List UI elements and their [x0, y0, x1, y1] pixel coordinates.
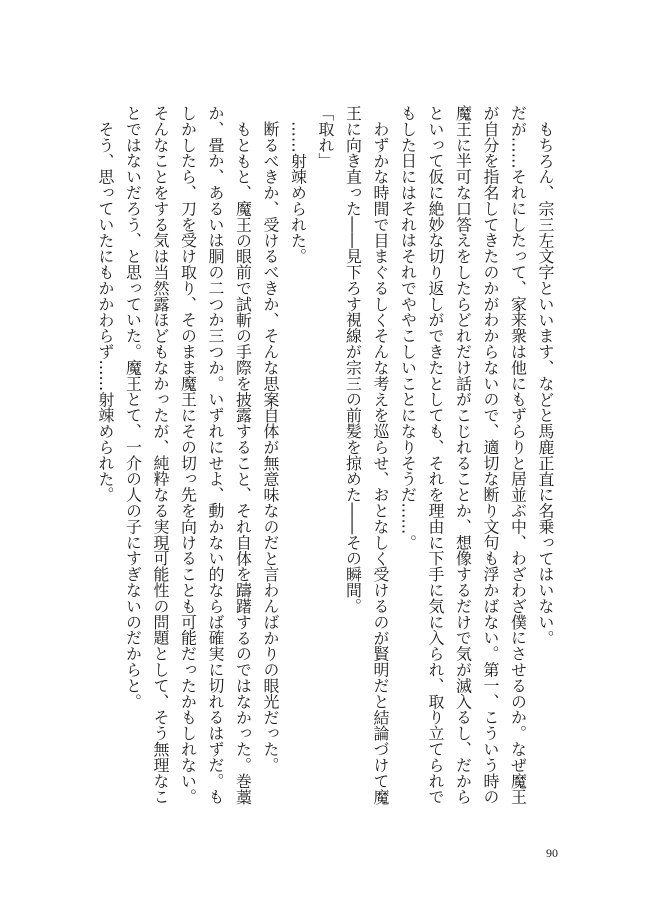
- paragraph: ……射竦められた。: [288, 120, 308, 264]
- paragraph: だが……それにしたって、家来衆は他にもずらりと居並ぶ中、わざわざ僕にさせるのか。なぜ魔王が自分を指名してきたのかがわからないので、適切な断り文句も浮かばない。第一、こういう時の魔王に半可な口答えをしたらどれだけ話がこじれることか、想像するだけで気が滅入るし、だからといって仮に絶妙な切り返しができたとしても、それを理由に下手に気に入られ、取り立てられでもした日にはそれはそれでややこしいことになりそうだ……。: [398, 105, 528, 805]
- page-number: 90: [546, 846, 558, 860]
- paragraph: わずかな時間で目まぐるしくそんな考えを巡らせ、おとなしく受けるのが賢明だと結論づけて魔王に向き直った――見下ろす視線が宗三の前髪を掠めた――その瞬間。: [343, 105, 390, 805]
- paragraph: そう、思っていたにもかかわらず……射竦められた。: [96, 120, 115, 503]
- paragraph: もともと、魔王の眼前で試斬の手際を披露すること、それ自体を躊躇するのではなかった。巻藁か、畳か、あるいは胴の二つか三つか。いずれにせよ、動かない的ならば確実に切れるはずだ。もしかしたら、刀を受け取り、そのまま魔王にその切っ先を向けることも可能だったかもしれない。そんなことをする気は当然露ほどもなかったが、純粋なる実現可能性の問題として、そう無理なことではないだろう、と思っていた。魔王とて、一介の人の子にすぎないのだからと。: [123, 105, 253, 805]
- body-text: [91, 105, 559, 807]
- dialogue-line: 「取れ」: [316, 105, 335, 169]
- paragraph: 断るべきか、受けるべきか、そんな思案自体が無意味なのだと言わんばかりの眼光だった。: [261, 120, 280, 773]
- paragraph: もちろん、宗三左文字といいます、などと馬鹿正直に名乗ってはいない。: [536, 120, 555, 646]
